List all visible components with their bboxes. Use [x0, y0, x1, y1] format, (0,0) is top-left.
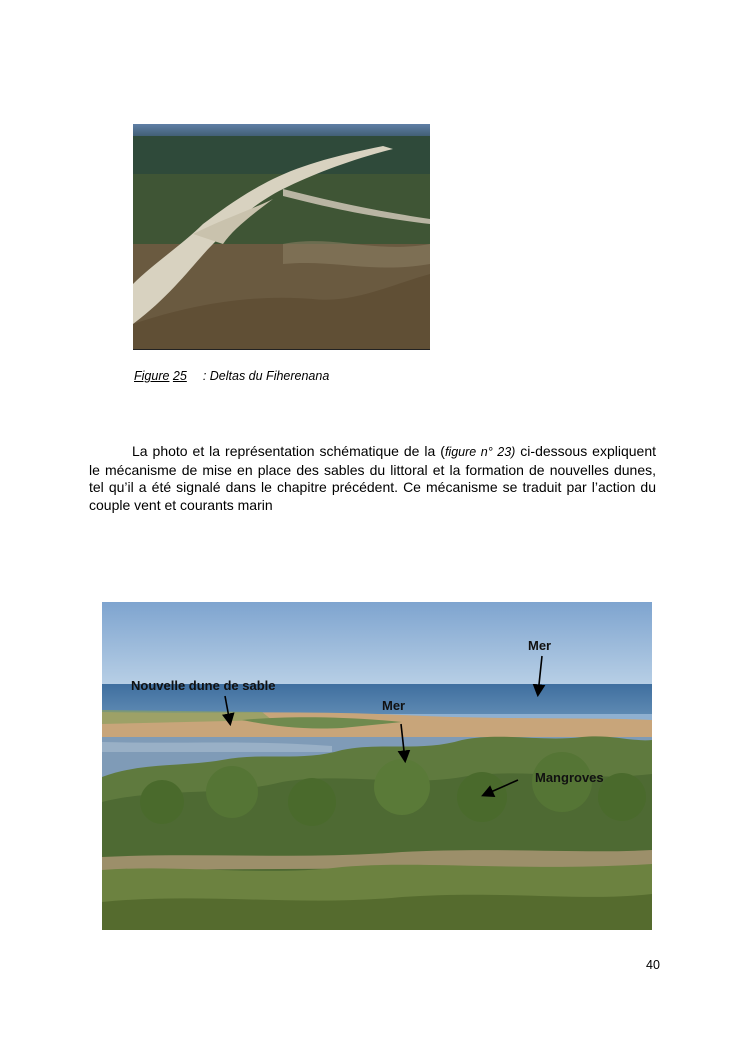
- figure-title: : Deltas du Fiherenana: [202, 369, 330, 383]
- figure-caption: [134, 369, 329, 383]
- figure-number: 25: [172, 369, 187, 383]
- figure-reference: figure n° 23): [444, 445, 516, 459]
- page-number: 40: [646, 958, 660, 972]
- paragraph-text-after: ci-dessous expliquent le mécanisme de mise en place des sables du littoral et la formation de nouvelles dunes, tel qu’il a été signalé dans le chapitre précédent. Ce mécanisme se traduit par l’action du couple vent et courants marin: [89, 443, 657, 513]
- coastal-photo: [102, 602, 652, 930]
- arrow-mer-top: [538, 656, 542, 694]
- paragraph-text-before: La photo et la représentation schématique de la (: [132, 443, 445, 459]
- label-mer-top: Mer: [528, 638, 552, 653]
- label-mer-middle: Mer: [382, 698, 406, 713]
- arrow-mangroves: [484, 780, 518, 795]
- label-arrows: [102, 602, 652, 930]
- figure-label: Figure: [134, 369, 170, 383]
- delta-photo: [133, 124, 430, 350]
- delta-photo-drawing: [133, 124, 430, 349]
- arrow-mer-middle: [401, 724, 405, 760]
- body-paragraph: [89, 443, 656, 514]
- label-mangroves: Mangroves: [535, 770, 604, 785]
- arrow-nouvelle-dune: [225, 696, 230, 723]
- label-nouvelle-dune: Nouvelle dune de sable: [131, 678, 276, 693]
